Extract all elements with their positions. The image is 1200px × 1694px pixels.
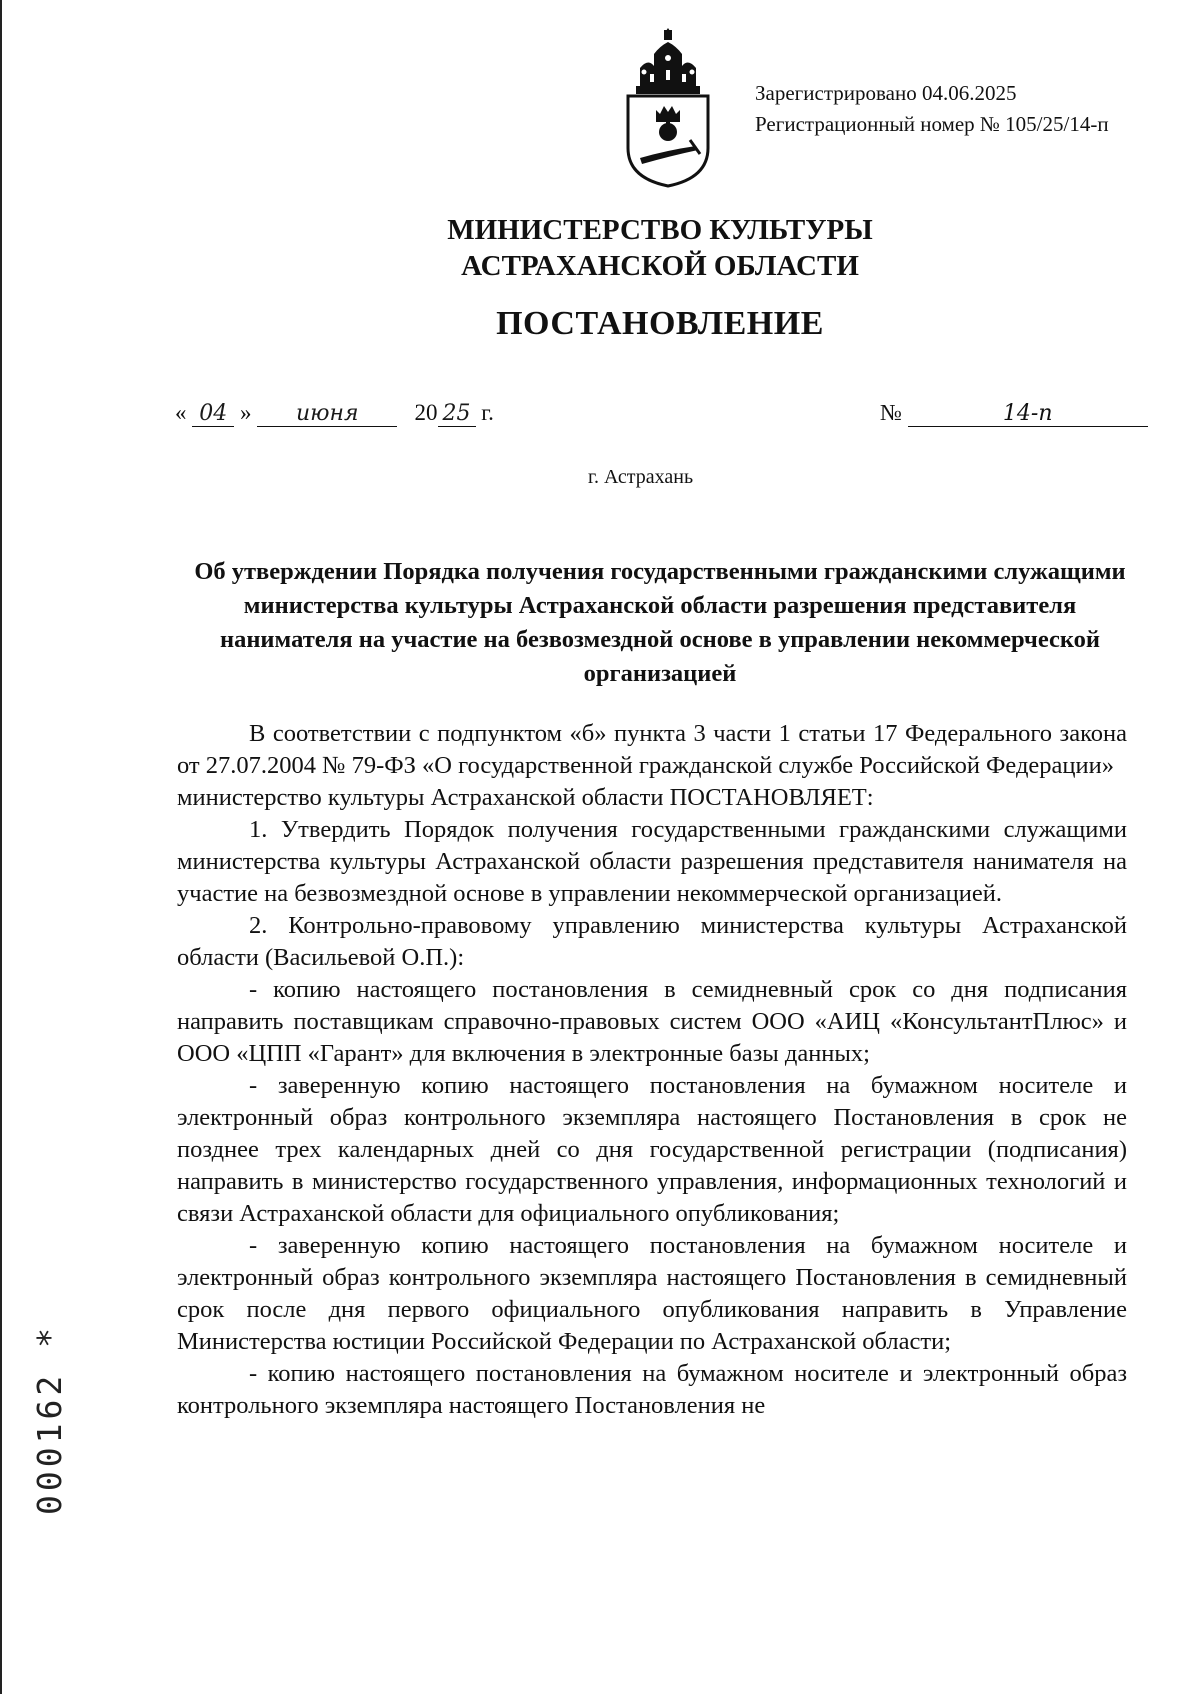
registration-number: Регистрационный номер № 105/25/14-п [755, 112, 1109, 136]
date-month: июня [257, 401, 397, 427]
ministry-name-line2: АСТРАХАНСКОЙ ОБЛАСТИ [461, 250, 859, 282]
document-date [175, 400, 494, 427]
date-year-prefix: 20 [414, 400, 438, 425]
body-item-1: 1. Утвердить Порядок получения государственными гражданскими служащими министерства культуры Астраханской области разрешения представителя нанимателя на участие на безвозмездной основе в управлении некоммерческой организацией. [177, 816, 1127, 907]
body-item-2: 2. Контрольно-правовому управлению министерства культуры Астраханской области (Васильевой О.П.): [177, 912, 1127, 971]
number-value: 14-п [908, 401, 1148, 427]
registration-date: Зарегистрировано 04.06.2025 [755, 81, 1017, 105]
date-day: 04 [192, 401, 234, 427]
body-dash-3: - заверенную копию настоящего постановления на бумажном носителе и электронный образ контрольного экземпляра настоящего Постановления в семидневный срок после дня первого официального опубликования направить в Управление Министерства юстиции Российской Федерации по Астраханской области; [177, 1232, 1127, 1355]
document-number [880, 400, 1148, 427]
body-dash-4: - копию настоящего постановления на бумажном носителе и электронный образ контрольного экземпляра настоящего Постановления не [177, 1360, 1127, 1419]
side-registry-code: 000162 * [30, 1324, 69, 1515]
ministry-name-line1: МИНИСТЕРСТВО КУЛЬТУРЫ [447, 214, 873, 246]
date-year-suffix: 25 [438, 401, 476, 427]
body-dash-2: - заверенную копию настоящего постановления на бумажном носителе и электронный образ контрольного экземпляра настоящего Постановления в срок не позднее трех календарных дней со дня государственной регистрации (подписания) направить в министерство государственного управления, информационных технологий и связи Астраханской области для официального опубликования; [177, 1072, 1127, 1227]
number-label: № [880, 400, 902, 425]
body-preamble: В соответствии с подпунктом «б» пункта 3 части 1 статьи 17 Федерального закона от 27.07.2004 № 79-ФЗ «О государственной гражданской службе Российской Федерации» [177, 720, 1127, 779]
document-body [177, 718, 1127, 1422]
registration-stamp [755, 78, 1109, 140]
document-city: г. Астрахань [588, 466, 694, 488]
body-resolves: министерство культуры Астраханской области ПОСТАНОВЛЯЕТ: [177, 784, 874, 811]
date-year-label: г. [481, 400, 494, 425]
body-dash-1: - копию настоящего постановления в семидневный срок со дня подписания направить поставщикам справочно-правовых систем ООО «АИЦ «КонсультантПлюс» и ООО «ЦПП «Гарант» для включения в электронные базы данных; [177, 976, 1127, 1067]
document-type: ПОСТАНОВЛЕНИЕ [496, 305, 824, 342]
date-open-quote: « [175, 400, 187, 425]
coat-of-arms-icon [620, 28, 716, 188]
date-close-quote: » [240, 400, 252, 425]
ministry-name [0, 212, 1200, 284]
document-subject: Об утверждении Порядка получения государственными гражданскими служащими министерства культуры Астраханской области разрешения представителя нанимателя на участие на безвозмездной основе в управлении некоммерческой организацией [194, 558, 1126, 687]
